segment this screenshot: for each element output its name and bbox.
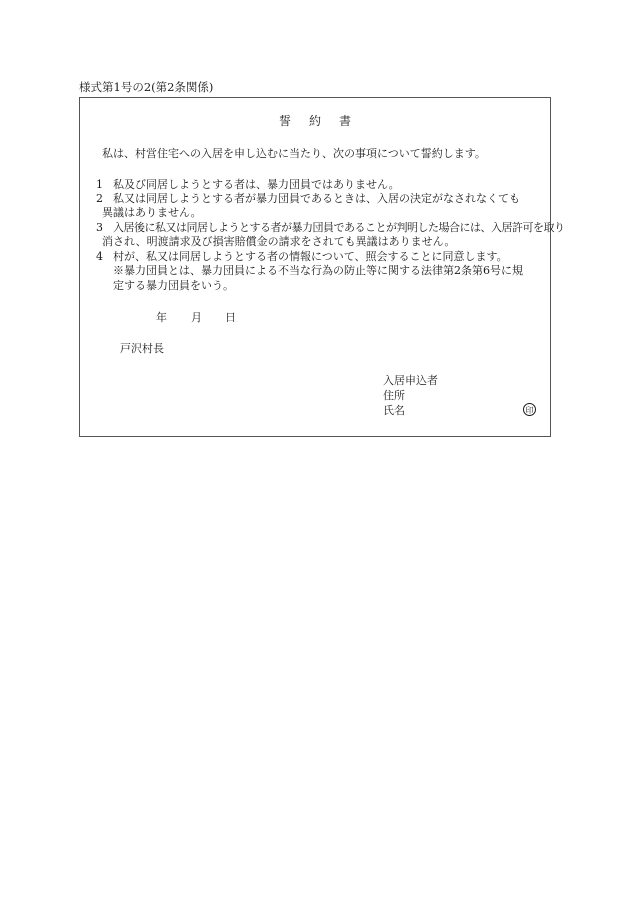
name-label: 氏名 — [383, 404, 405, 417]
addressee: 戸沢村長 — [120, 342, 164, 355]
note-line-2: 定する暴力団員をいう。 — [113, 279, 234, 292]
item-2-line-2: 異議はありません。 — [102, 206, 202, 219]
date-day: 日 — [225, 311, 236, 324]
item-2-number: 2 — [96, 192, 103, 205]
date-month: 月 — [191, 311, 202, 324]
item-3-number: 3 — [96, 221, 103, 234]
item-4-line-1: 村が、私又は同居しようとする者の情報について、照会することに同意します。 — [113, 250, 508, 263]
item-4-number: 4 — [96, 250, 103, 263]
applicant-heading: 入居申込者 — [383, 374, 438, 387]
seal-mark: 印 — [523, 403, 536, 416]
pledge-form — [79, 97, 565, 437]
item-3-line-2: 消され、明渡請求及び損害賠償金の請求をされても異議はありません。 — [102, 235, 456, 248]
note-line-1: ※暴力団員とは、暴力団員による不当な行為の防止等に関する法律第2条第6号に規 — [113, 264, 523, 277]
form-number: 様式第1号の2(第2条関係) — [79, 80, 214, 94]
address-label: 住所 — [383, 389, 405, 402]
item-1-line-1: 私及び同居しようとする者は、暴力団員ではありません。 — [113, 178, 400, 191]
item-3-line-1: 入居後に私又は同居しようとする者が暴力団員であることが判明した場合には、入居許可を取り — [113, 221, 565, 234]
document-title: 誓約書 — [278, 114, 369, 128]
intro-text: 私は、村営住宅への入居を申し込むに当たり、次の事項について誓約します。 — [102, 147, 486, 160]
item-1-number: 1 — [96, 178, 103, 191]
item-2-line-1: 私又は同居しようとする者が暴力団員であるときは、入居の決定がなされなくても — [113, 192, 520, 205]
date-year: 年 — [156, 311, 167, 324]
